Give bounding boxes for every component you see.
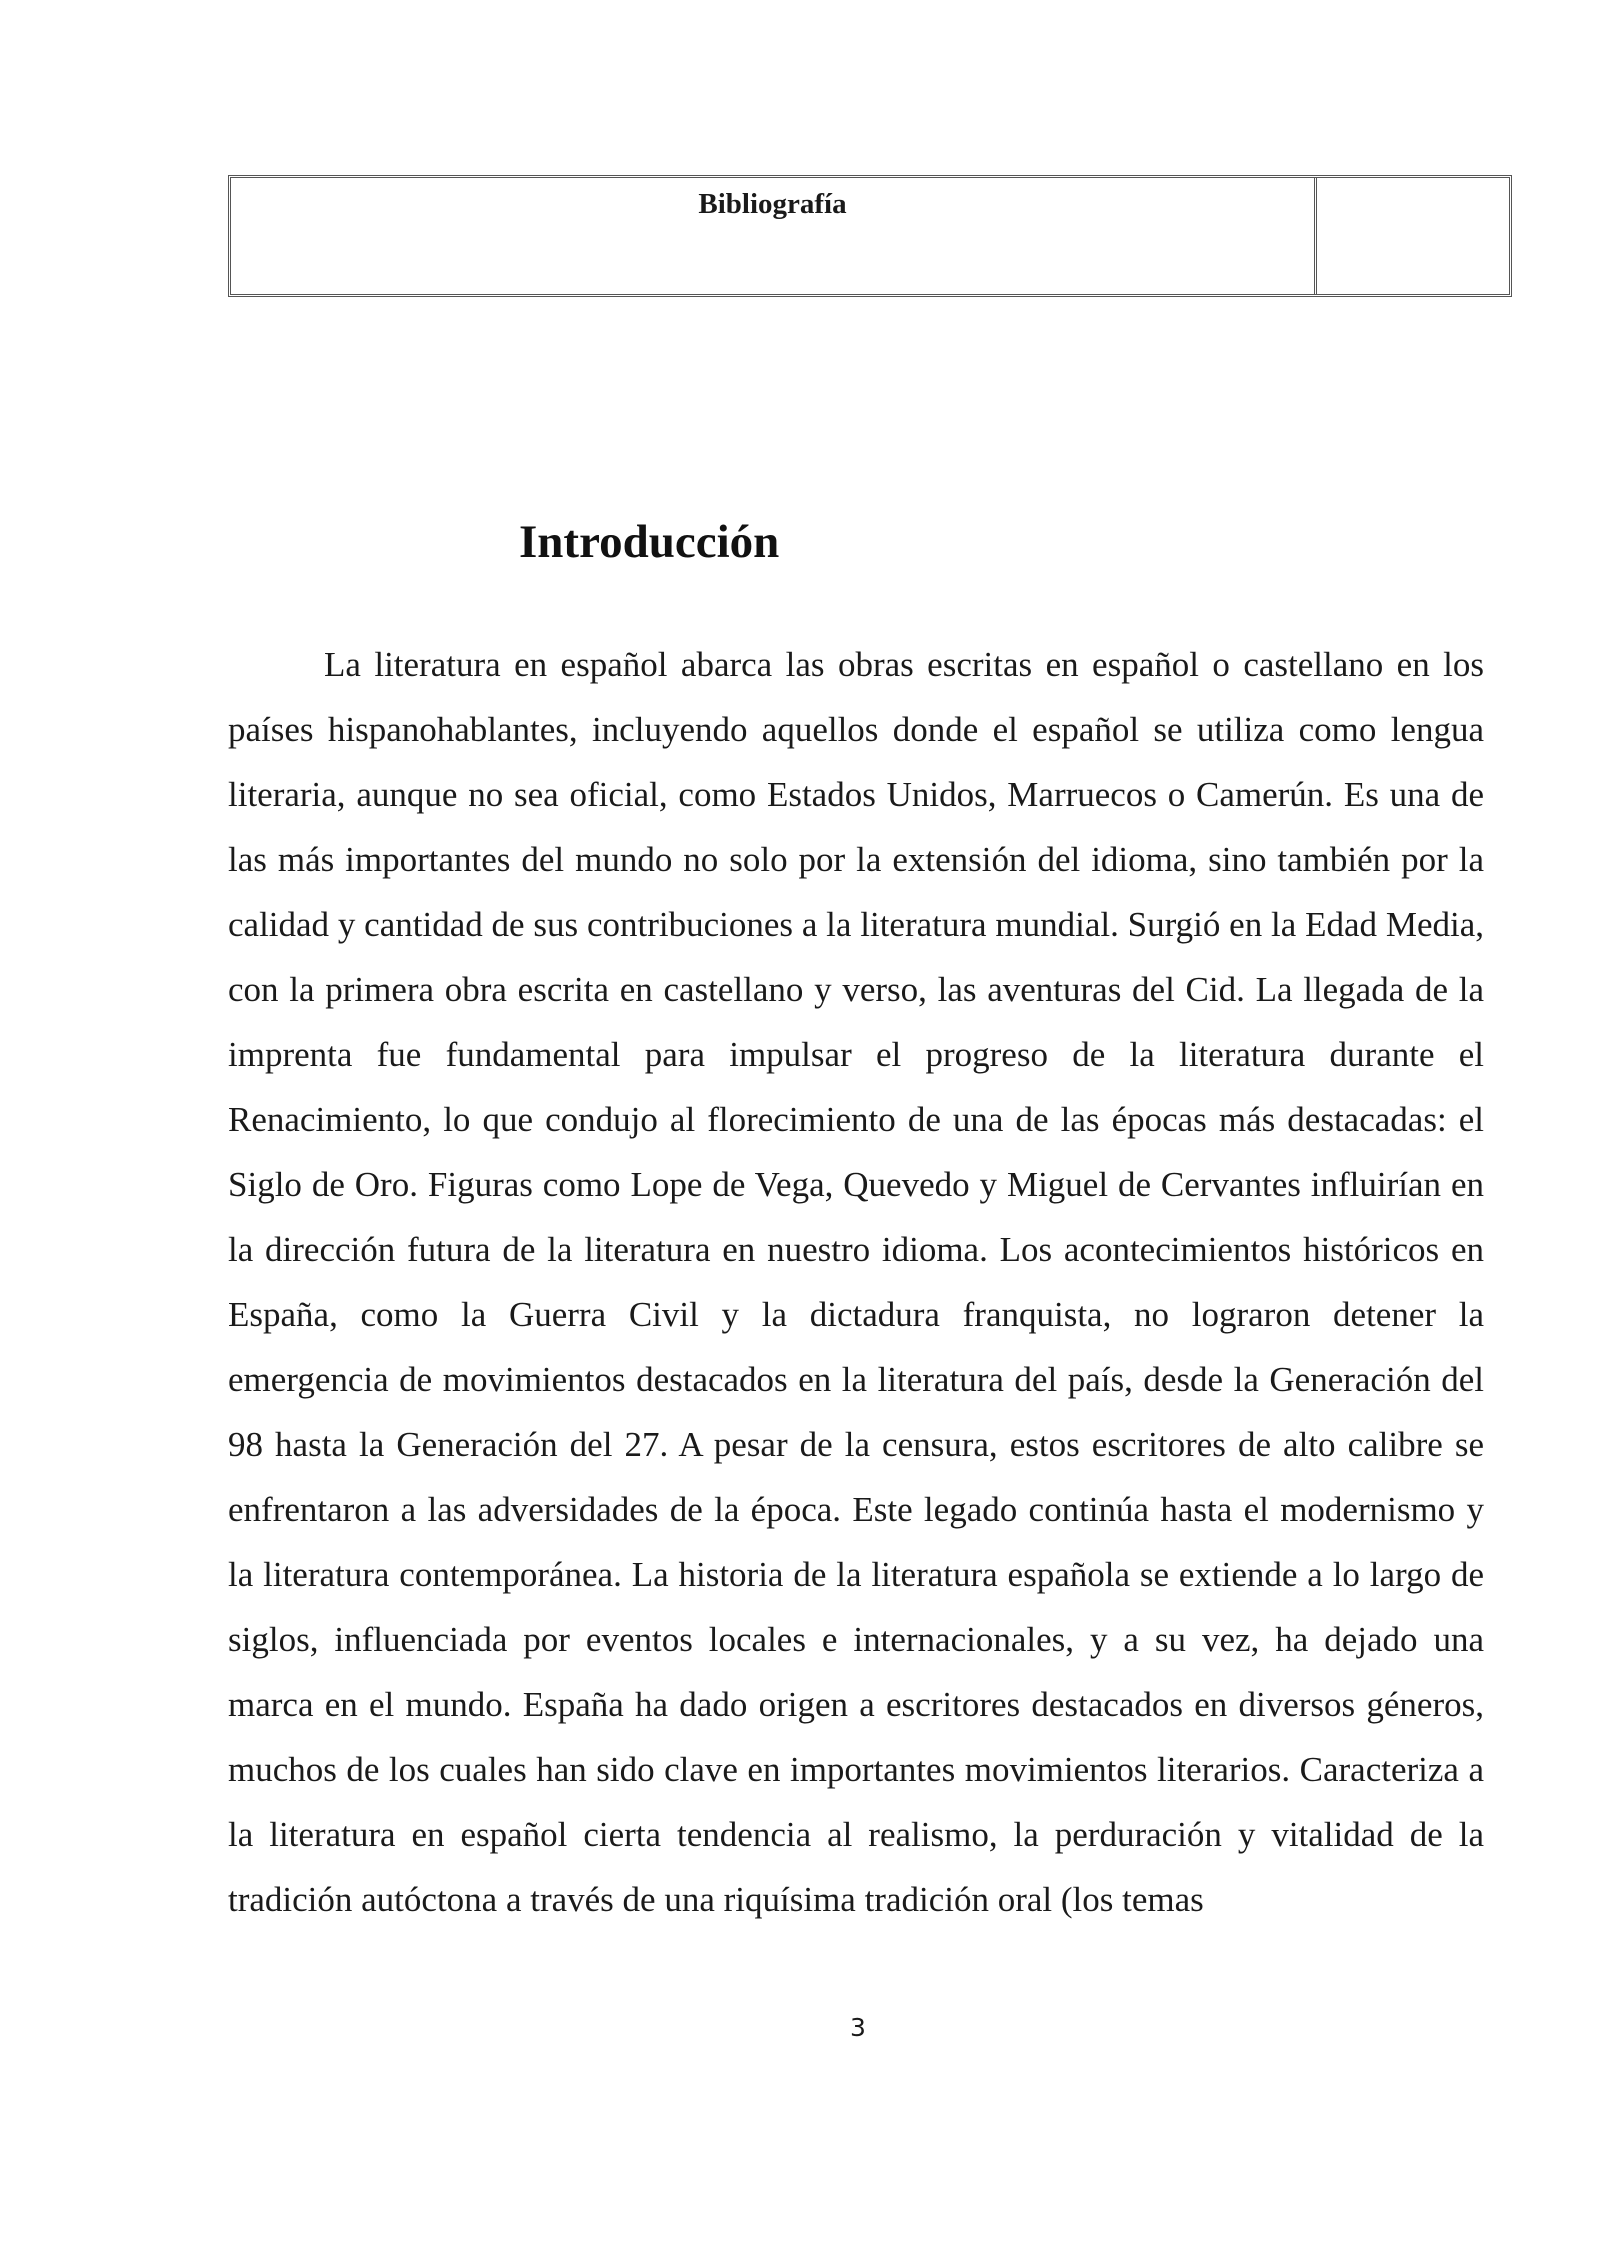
toc-entry-cell: [231, 178, 1317, 294]
body-paragraph: La literatura en español abarca las obras escritas en español o castellano en los países hispanohablantes, incluyendo aquellos donde el español se utiliza como lengua literaria, aunque no sea oficial, como Estados Unidos, Marruecos o Camerún. Es una de las más importantes del mundo no solo por la extensión del idioma, sino también por la calidad y cantidad de sus contribuciones a la literatura mundial. Surgió en la Edad Media, con la primera obra escrita en castellano y verso, las aventuras del Cid. La llegada de la imprenta fue fundamental para impulsar el progreso de la literatura durante el Renacimiento, lo que condujo al florecimiento de una de las épocas más destacadas: el Siglo de Oro. Figuras como Lope de Vega, Quevedo y Miguel de Cervantes influirían en la dirección futura de la literatura en nuestro idioma. Los acontecimientos históricos en España, como la Guerra Civil y la dictadura franquista, no lograron detener la emergencia de movimientos destacados en la literatura del país, desde la Generación del 98 hasta la Generación del 27. A pesar de la censura, estos escritores de alto calibre se enfrentaron a las adversidades de la época. Este legado continúa hasta el modernismo y la literatura contemporánea. La historia de la literatura española se extiende a lo largo de siglos, influenciada por eventos locales e internacionales, y a su vez, ha dejado una marca en el mundo. España ha dado origen a escritores destacados en diversos géneros, muchos de los cuales han sido clave en importantes movimientos literarios. Caracteriza a la literatura en español cierta tendencia al realismo, la perduración y vitalidad de la tradición autóctona a través de una riquísima tradición oral (los temas: [228, 645, 1484, 1919]
toc-entry-label: Bibliografía: [698, 188, 847, 220]
toc-page-cell: [1317, 178, 1509, 294]
section-heading: Introducción: [519, 516, 780, 568]
page-number: 3: [850, 2013, 866, 2042]
table-of-contents-row: [228, 175, 1512, 297]
